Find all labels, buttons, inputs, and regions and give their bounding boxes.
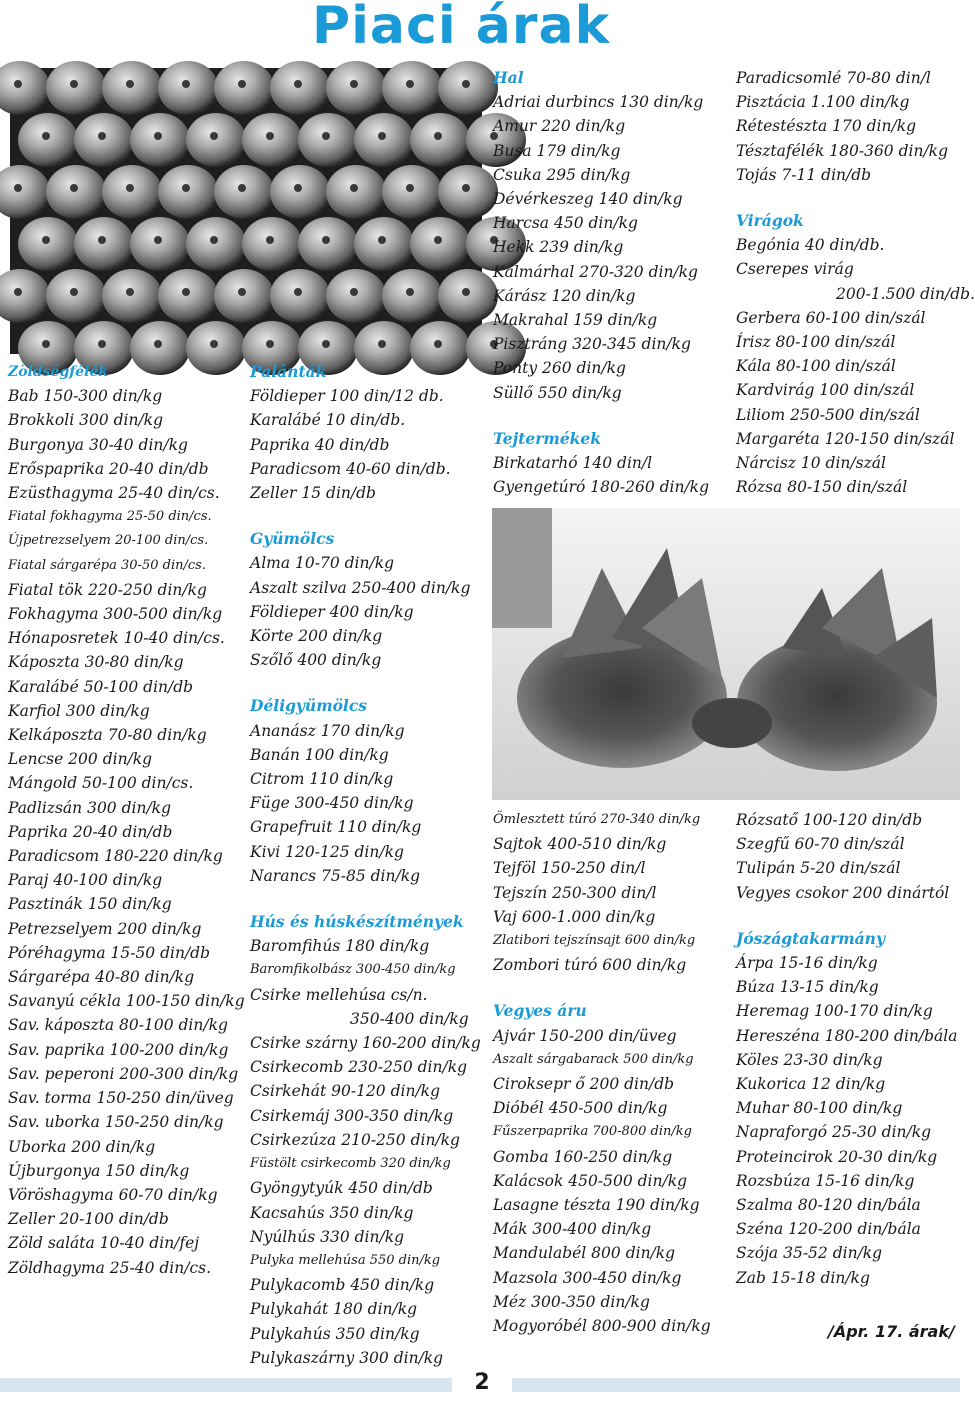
price-item: Káposzta 30-80 din/kg bbox=[8, 653, 184, 672]
price-item: Brokkoli 300 din/kg bbox=[8, 411, 163, 430]
price-item: Rétestészta 170 din/kg bbox=[736, 117, 917, 136]
price-item: Busa 179 din/kg bbox=[493, 141, 621, 160]
section-heading-fish: Hal bbox=[493, 68, 524, 87]
price-item: Ciroksepr ő 200 din/db bbox=[493, 1075, 675, 1094]
price-item: Aszalt sárgabarack 500 din/kg bbox=[493, 1051, 694, 1067]
price-item: Zab 15-18 din/kg bbox=[736, 1268, 870, 1287]
price-item: Földieper 100 din/12 db. bbox=[250, 387, 444, 406]
price-item: Ezüsthagyma 25-40 din/cs. bbox=[8, 484, 220, 503]
price-item: Mángold 50-100 din/cs. bbox=[8, 774, 194, 793]
price-item: Rozsbúza 15-16 din/kg bbox=[736, 1171, 915, 1190]
price-item: Újburgonya 150 din/kg bbox=[8, 1161, 190, 1180]
price-item: Csirkemáj 300-350 din/kg bbox=[250, 1106, 454, 1125]
price-item: 350-400 din/kg bbox=[350, 1009, 469, 1028]
price-item: Margaréta 120-150 din/szál bbox=[736, 429, 955, 448]
price-item: Sav. peperoni 200-300 din/kg bbox=[8, 1064, 239, 1083]
price-item: Ajvár 150-200 din/üveg bbox=[493, 1026, 677, 1045]
price-item: Széna 120-200 din/bála bbox=[736, 1220, 921, 1239]
price-item: Hereszéna 180-200 din/bála bbox=[736, 1026, 958, 1045]
price-item: Kalmárhal 270-320 din/kg bbox=[493, 262, 698, 281]
price-item: Pasztinák 150 din/kg bbox=[8, 895, 172, 914]
tomatoes-photo bbox=[10, 68, 482, 354]
price-item: Citrom 110 din/kg bbox=[250, 770, 394, 789]
price-item: Zeller 15 din/db bbox=[250, 484, 376, 503]
price-item: Rózsatő 100-120 din/db bbox=[736, 811, 923, 829]
price-item: Kála 80-100 din/szál bbox=[736, 357, 896, 376]
price-item: Gyöngytyúk 450 din/db bbox=[250, 1179, 433, 1198]
price-item: Füge 300-450 din/kg bbox=[250, 794, 414, 813]
price-item: Méz 300-350 din/kg bbox=[493, 1292, 650, 1311]
price-item: Füstölt csirkecomb 320 din/kg bbox=[250, 1156, 451, 1172]
price-item: Vaj 600-1.000 din/kg bbox=[493, 907, 656, 926]
price-item: Petrezselyem 200 din/kg bbox=[8, 919, 202, 938]
dairy-misc-column bbox=[493, 808, 711, 1338]
price-item: Pulyka mellehúsa 550 din/kg bbox=[250, 1252, 441, 1268]
price-item: Szőlő 400 din/kg bbox=[250, 651, 382, 670]
price-item: Begónia 40 din/db. bbox=[736, 236, 885, 255]
price-item: Sav. torma 150-250 din/üveg bbox=[8, 1089, 234, 1108]
price-item: Narancs 75-85 din/kg bbox=[250, 866, 421, 885]
price-item: Tejszín 250-300 din/l bbox=[493, 883, 657, 902]
price-item: Lasagne tészta 190 din/kg bbox=[493, 1196, 700, 1215]
price-item: Póréhagyma 15-50 din/db bbox=[8, 943, 211, 962]
price-item: Pulykaszárny 300 din/kg bbox=[250, 1348, 444, 1367]
price-item: Kacsahús 350 din/kg bbox=[250, 1203, 414, 1222]
price-item: Fűszerpaprika 700-800 din/kg bbox=[493, 1124, 692, 1140]
section-heading-fruit: Gyümölcs bbox=[250, 529, 335, 549]
price-item: Pulykacomb 450 din/kg bbox=[250, 1276, 435, 1295]
price-item: Pulykahát 180 din/kg bbox=[250, 1300, 418, 1319]
price-item: Zöld saláta 10-40 din/fej bbox=[8, 1234, 200, 1253]
price-item: Ömlesztett túró 270-340 din/kg bbox=[493, 812, 701, 827]
price-item: Tojás 7-11 din/db bbox=[736, 165, 872, 184]
price-item: Szója 35-52 din/kg bbox=[736, 1244, 883, 1263]
price-item: Muhar 80-100 din/kg bbox=[736, 1099, 903, 1118]
price-item: Gomba 160-250 din/kg bbox=[493, 1147, 673, 1166]
price-item: Csuka 295 din/kg bbox=[493, 165, 631, 184]
price-item: Karalábé 10 din/db. bbox=[250, 411, 406, 430]
section-heading-vegetables: Zöldségfélék bbox=[8, 364, 109, 380]
price-item: Sajtok 400-510 din/kg bbox=[493, 835, 667, 854]
price-item: Proteincirok 20-30 din/kg bbox=[736, 1147, 938, 1166]
price-item: Szegfű 60-70 din/szál bbox=[736, 835, 905, 854]
price-item: Csirkezúza 210-250 din/kg bbox=[250, 1130, 460, 1149]
price-item: Banán 100 din/kg bbox=[250, 745, 389, 764]
price-item: Alma 10-70 din/kg bbox=[250, 554, 395, 573]
price-item: Búza 13-15 din/kg bbox=[736, 978, 879, 997]
date-note: /Ápr. 17. árak/ bbox=[828, 1322, 955, 1341]
section-heading-tropical-fruit: Déligyümölcs bbox=[250, 696, 367, 716]
price-item: Zlatibori tejszínsajt 600 din/kg bbox=[493, 933, 696, 949]
price-item: Fiatal fokhagyma 25-50 din/cs. bbox=[8, 509, 212, 525]
price-item: Grapefruit 110 din/kg bbox=[250, 818, 422, 837]
price-item: Zeller 20-100 din/db bbox=[8, 1210, 169, 1229]
price-item: Gyengetúró 180-260 din/kg bbox=[493, 478, 710, 497]
price-item: Cserepes virág bbox=[736, 260, 854, 279]
price-item: Karfiol 300 din/kg bbox=[8, 701, 150, 720]
price-item: Tejföl 150-250 din/l bbox=[493, 859, 646, 878]
footer-bar-right bbox=[512, 1378, 960, 1392]
price-item: Adriai durbincs 130 din/kg bbox=[493, 93, 704, 112]
price-item: Sav. káposzta 80-100 din/kg bbox=[8, 1016, 228, 1035]
footer-bar-left bbox=[0, 1378, 452, 1392]
price-item: Fokhagyma 300-500 din/kg bbox=[8, 605, 223, 624]
price-item: Heremag 100-170 din/kg bbox=[736, 1002, 933, 1021]
price-item: Pisztácia 1.100 din/kg bbox=[736, 93, 910, 112]
price-item: Makrahal 159 din/kg bbox=[493, 311, 658, 330]
price-item: Fiatal tök 220-250 din/kg bbox=[8, 580, 207, 599]
section-heading-flowers: Virágok bbox=[736, 211, 804, 231]
price-item: Fiatal sárgarépa 30-50 din/cs. bbox=[8, 557, 206, 573]
section-heading-dairy: Tejtermékek bbox=[493, 428, 602, 448]
section-heading-meat: Hús és húskészítmények bbox=[250, 912, 464, 932]
price-item: Savanyú cékla 100-150 din/kg bbox=[8, 992, 245, 1011]
vegetables-photo bbox=[492, 508, 960, 800]
fish-dairy-column bbox=[493, 66, 709, 499]
price-item: Lencse 200 din/kg bbox=[8, 750, 153, 769]
price-item: Paradicsom 180-220 din/kg bbox=[8, 847, 223, 866]
price-item: Kalácsok 450-500 din/kg bbox=[493, 1171, 688, 1190]
flowers-column bbox=[736, 66, 975, 499]
price-item: Hekk 239 din/kg bbox=[493, 238, 624, 257]
price-item: Napraforgó 25-30 din/kg bbox=[736, 1123, 932, 1142]
price-item: Birkatarhó 140 din/l bbox=[493, 454, 653, 473]
price-item: Dióbél 450-500 din/kg bbox=[493, 1099, 668, 1118]
price-item: Ananász 170 din/kg bbox=[250, 721, 405, 740]
price-item: Karalábé 50-100 din/db bbox=[8, 677, 194, 696]
price-item: Nyúlhús 330 din/kg bbox=[250, 1227, 405, 1246]
price-item: Mák 300-400 din/kg bbox=[493, 1220, 652, 1239]
price-item: Szalma 80-120 din/bála bbox=[736, 1196, 921, 1215]
price-item: Paraj 40-100 din/kg bbox=[8, 871, 163, 890]
section-heading-misc: Vegyes áru bbox=[493, 1001, 587, 1021]
price-item: Zombori túró 600 din/kg bbox=[493, 956, 687, 975]
price-item: Kivi 120-125 din/kg bbox=[250, 842, 404, 861]
price-item: Hónaposretek 10-40 din/cs. bbox=[8, 629, 225, 648]
price-item: Írisz 80-100 din/szál bbox=[736, 333, 896, 352]
price-item: Paprika 20-40 din/db bbox=[8, 822, 173, 841]
price-item: Paradicsom 40-60 din/db. bbox=[250, 459, 451, 478]
price-item: Sav. paprika 100-200 din/kg bbox=[8, 1040, 229, 1059]
section-heading-animal-feed: Jószágtakarmány bbox=[736, 928, 885, 948]
price-item: Pulykahús 350 din/kg bbox=[250, 1324, 420, 1343]
price-item: Gerbera 60-100 din/szál bbox=[736, 308, 926, 327]
price-item: Süllő 550 din/kg bbox=[493, 383, 622, 402]
price-item: Amur 220 din/kg bbox=[493, 117, 626, 136]
price-item: Földieper 400 din/kg bbox=[250, 602, 414, 621]
price-item: Zöldhagyma 25-40 din/cs. bbox=[8, 1258, 212, 1277]
price-item: Aszalt szilva 250-400 din/kg bbox=[250, 578, 471, 597]
price-item: Bab 150-300 din/kg bbox=[8, 387, 163, 406]
page-number: 2 bbox=[474, 1370, 490, 1395]
price-item: Ponty 260 din/kg bbox=[493, 359, 626, 378]
price-item: Vegyes csokor 200 dinártól bbox=[736, 883, 950, 902]
price-item: Csirkecomb 230-250 din/kg bbox=[250, 1058, 468, 1077]
section-heading-seedlings: Palánták bbox=[250, 362, 327, 381]
price-item: Újpetrezselyem 20-100 din/cs. bbox=[8, 533, 209, 549]
price-item: Baromfikolbász 300-450 din/kg bbox=[250, 962, 456, 978]
price-item: Pisztráng 320-345 din/kg bbox=[493, 335, 691, 354]
price-item: Körte 200 din/kg bbox=[250, 627, 383, 646]
price-item: Harcsa 450 din/kg bbox=[493, 214, 638, 233]
price-item: Csirke mellehúsa cs/n. bbox=[250, 985, 428, 1004]
price-item: Rózsa 80-150 din/szál bbox=[736, 478, 908, 497]
price-item: Köles 23-30 din/kg bbox=[736, 1050, 883, 1069]
price-item: Vöröshagyma 60-70 din/kg bbox=[8, 1185, 218, 1204]
price-item: Paradicsomlé 70-80 din/l bbox=[736, 69, 931, 87]
price-item: Csirke szárny 160-200 din/kg bbox=[250, 1034, 481, 1053]
price-item: 200-1.500 din/db. bbox=[836, 284, 975, 303]
price-item: Kelkáposzta 70-80 din/kg bbox=[8, 726, 207, 745]
price-item: Sárgarépa 40-80 din/kg bbox=[8, 968, 195, 987]
price-item: Kardvirág 100 din/szál bbox=[736, 381, 915, 400]
price-item: Padlizsán 300 din/kg bbox=[8, 798, 171, 817]
price-item: Árpa 15-16 din/kg bbox=[736, 954, 878, 973]
price-item: Nárcisz 10 din/szál bbox=[736, 454, 886, 473]
vegetables-column bbox=[8, 360, 245, 1280]
seedlings-fruit-meat-column bbox=[250, 360, 481, 1370]
price-item: Kukorica 12 din/kg bbox=[736, 1075, 886, 1094]
price-item: Kárász 120 din/kg bbox=[493, 286, 636, 305]
flowers-feed-column bbox=[736, 808, 958, 1290]
price-item: Csirkehát 90-120 din/kg bbox=[250, 1082, 440, 1101]
price-item: Erőspaprika 20-40 din/db bbox=[8, 459, 209, 478]
price-item: Liliom 250-500 din/szál bbox=[736, 405, 920, 424]
price-item: Mogyoróbél 800-900 din/kg bbox=[493, 1317, 711, 1336]
price-item: Tulipán 5-20 din/szál bbox=[736, 859, 901, 878]
price-item: Paprika 40 din/db bbox=[250, 435, 390, 454]
page-title: Piaci árak bbox=[312, 0, 611, 56]
price-item: Uborka 200 din/kg bbox=[8, 1137, 156, 1156]
price-item: Burgonya 30-40 din/kg bbox=[8, 435, 188, 454]
price-item: Mandulabél 800 din/kg bbox=[493, 1244, 676, 1263]
price-item: Mazsola 300-450 din/kg bbox=[493, 1268, 682, 1287]
price-item: Baromfihús 180 din/kg bbox=[250, 937, 430, 956]
price-item: Sav. uborka 150-250 din/kg bbox=[8, 1113, 224, 1132]
price-item: Dévérkeszeg 140 din/kg bbox=[493, 190, 683, 209]
price-item: Tésztafélék 180-360 din/kg bbox=[736, 141, 948, 160]
